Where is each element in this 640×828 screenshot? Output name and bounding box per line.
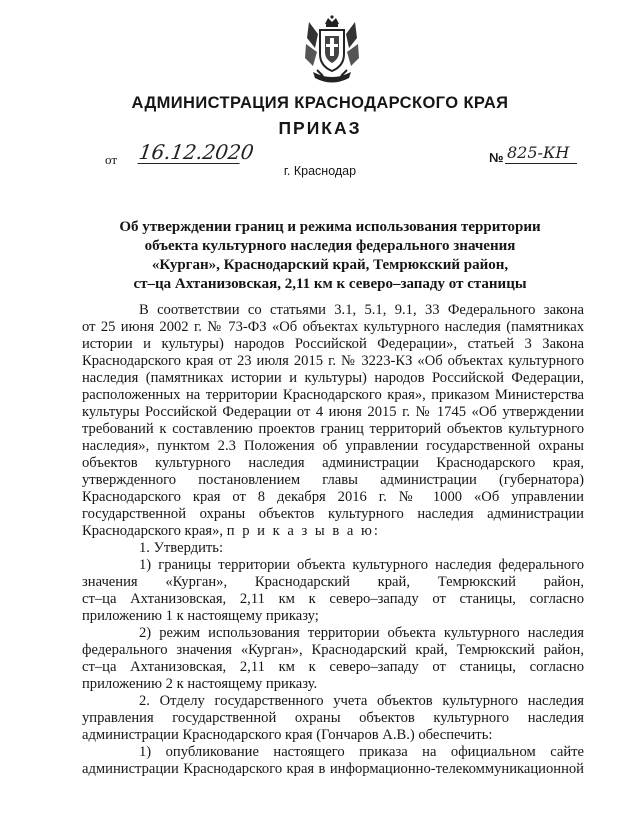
- body-line: [82, 523, 584, 540]
- body-line: Краснодарского края от 23 июля 2015 г. № 3223-КЗ «Об объектах культурного: [82, 353, 584, 369]
- title-line: объекта культурного наследия федерального значения: [144, 238, 516, 254]
- document-title: [110, 218, 550, 294]
- body-line: управления государственной охраны объектов культурного наследия: [82, 710, 584, 726]
- body-line: от 25 июня 2002 г. № 73-ФЗ «Об объектах культурного наследия (памятниках: [82, 319, 584, 335]
- clause-2: 2. Отделу государственного учета объектов культурного наследия: [139, 693, 584, 709]
- number-handwritten: 825-КН: [505, 143, 577, 164]
- body-line: культуры Российской Федерации от 4 июня 2015 г. № 1745 «Об утверждении: [82, 404, 584, 420]
- city-line: г. Краснодар: [283, 164, 357, 178]
- title-line: Об утверждении границ и режима использования территории: [119, 219, 541, 235]
- body-line: приложению 2 к настоящему приказу.: [82, 676, 318, 692]
- body-line: Краснодарского края от 8 декабря 2016 г. № 1000 «Об управлении: [82, 489, 584, 505]
- document-type: ПРИКАЗ: [278, 118, 362, 138]
- body-line: требований к составлению проектов границ территорий объектов культурного: [82, 421, 584, 437]
- title-line: ст–ца Ахтанизовская, 2,11 км к северо–западу от станицы: [133, 276, 527, 292]
- body-line: 2) режим использования территории объекта культурного наследия: [139, 625, 584, 641]
- order-word: п р и к а з ы в а ю:: [226, 523, 380, 539]
- clause-1: 1. Утвердить:: [139, 540, 224, 556]
- body-line: В соответствии со статьями 3.1, 5.1, 9.1, 33 Федерального закона: [139, 302, 584, 318]
- body-line: объектов культурного наследия администрации Краснодарского края,: [82, 455, 584, 471]
- date-label: от: [105, 152, 118, 167]
- body-line: приложению 1 к настоящему приказу;: [82, 608, 319, 624]
- body-line: ст–ца Ахтанизовская, 2,11 км к северо–западу от станицы, согласно: [82, 591, 584, 607]
- number-label: №: [489, 150, 504, 165]
- title-line: «Курган», Краснодарский край, Темрюкский район,: [151, 257, 509, 273]
- body-line: администрации Краснодарского края в информационно-телекоммуникационной: [82, 761, 584, 777]
- body-line: государственной охраны объектов культурного наследия администрации: [82, 506, 584, 522]
- body-line: наследия», пунктом 2.3 Положения об управлении государственной охраны: [82, 438, 584, 454]
- coat-of-arms-emblem: [303, 14, 361, 88]
- body-line: наследия (памятниках истории и культуры) народов Российской Федерации,: [82, 370, 584, 386]
- body-line: 1) границы территории объекта культурного наследия федерального: [139, 557, 584, 573]
- body-line: ст–ца Ахтанизовская, 2,11 км к северо–западу от станицы, согласно: [82, 659, 584, 675]
- body-line: федерального значения «Курган», Краснодарский край, Темрюкский район,: [82, 642, 584, 658]
- body-line: расположенных на территории Краснодарского края», приказом Министерства: [82, 387, 584, 403]
- body-line: администрации Краснодарского края (Гончаров А.В.) обеспечить:: [82, 727, 493, 743]
- document-body: [82, 302, 584, 778]
- body-line: утвержденного постановлением главы администрации (губернатора): [82, 472, 584, 488]
- date-handwritten: 16.12.2020: [137, 140, 256, 164]
- organization-name: АДМИНИСТРАЦИЯ КРАСНОДАРСКОГО КРАЯ: [131, 94, 509, 112]
- body-line-text: Краснодарского края»,: [82, 523, 224, 539]
- body-line: истории и культуры) народов Российской Федерации», статьей 3 Закона: [82, 336, 584, 352]
- body-line: значения «Курган», Краснодарский край, Темрюкский район,: [82, 574, 584, 590]
- body-line: 1) опубликование настоящего приказа на официальном сайте: [139, 744, 584, 760]
